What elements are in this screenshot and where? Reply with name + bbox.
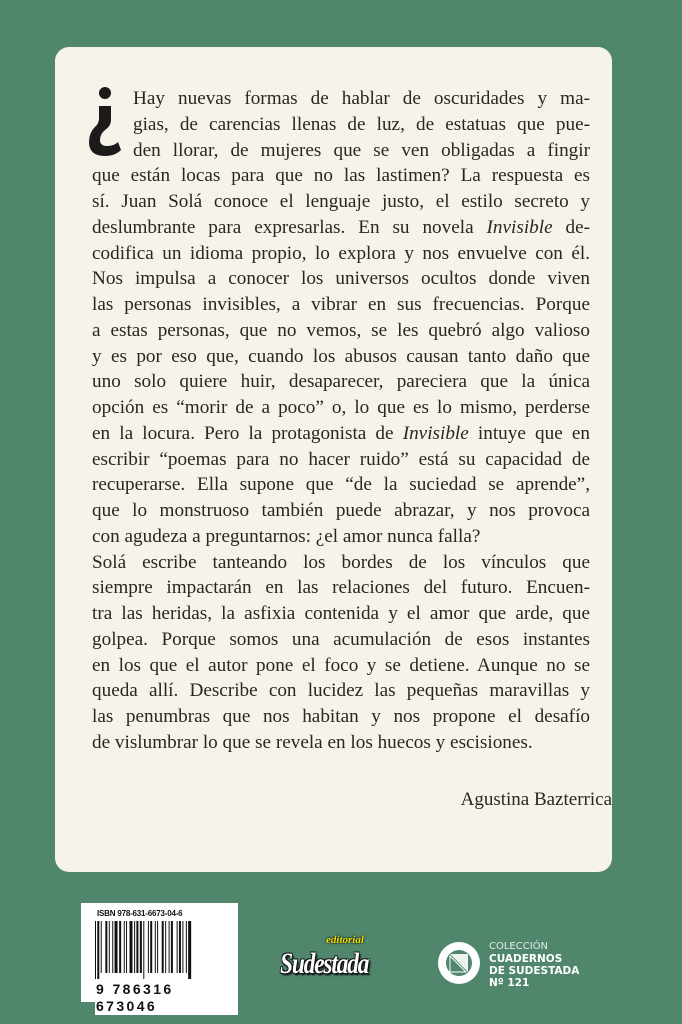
text-segment: y es por eso que, cuando los abusos causan tanto daño que — [92, 345, 590, 367]
book-title-italic: Invisible — [486, 216, 553, 238]
barcode-bar — [143, 921, 144, 979]
text-line — [92, 627, 590, 652]
text-line — [92, 704, 590, 729]
barcode-bar — [162, 921, 164, 973]
barcode-bar — [124, 921, 125, 973]
barcode-bar — [126, 921, 127, 973]
isbn-label: ISBN 978-631-6673-04-6 — [97, 909, 183, 918]
text-line — [92, 472, 590, 497]
publisher-logo — [280, 934, 392, 984]
text-line — [133, 86, 590, 111]
inverted-question-drop-cap — [88, 86, 122, 156]
barcode-bar — [112, 921, 113, 973]
text-line — [92, 447, 590, 472]
barcode-digits: 9 786316 673046 — [95, 981, 238, 1015]
text-line — [133, 112, 590, 137]
text-segment: siempre impactarán en las relaciones del futuro. Encuen- — [92, 577, 590, 599]
text-line — [92, 163, 590, 188]
text-line — [92, 344, 590, 369]
text-line — [92, 292, 590, 317]
barcode-bar — [97, 921, 99, 979]
barcode-bar — [165, 921, 166, 973]
text-segment: escribir “poemas para no hacer ruido” está su capacidad de — [92, 448, 590, 470]
barcode-bar — [155, 921, 156, 973]
barcode-bars — [95, 921, 225, 979]
text-line — [92, 730, 590, 755]
text-line — [92, 318, 590, 343]
text-segment: golpea. Porque somos una acumulación de esos instantes — [92, 628, 590, 650]
text-line — [92, 678, 590, 703]
text-line — [92, 524, 590, 549]
text-segment: gias, de carencias llenas de luz, de estatuas que pue- — [133, 113, 590, 135]
barcode-bar — [157, 921, 158, 973]
barcode-bar — [95, 921, 96, 979]
text-segment: tra las heridas, la asfixia contenida y el amor que arde, que — [92, 603, 590, 624]
barcode-bar — [179, 921, 181, 973]
text-segment: que lo monstruoso también puede abrazar, y nos provoca — [92, 500, 590, 521]
text-segment: las penumbras que nos habitan y nos propone el desafío — [92, 706, 590, 727]
barcode-bar — [105, 921, 107, 973]
collection-title: COLECCIÓN — [489, 941, 549, 952]
barcode-bar — [136, 921, 138, 973]
text-line — [92, 575, 590, 600]
text-line — [92, 421, 590, 446]
text-segment: a estas personas, que no vemos, se les quebró algo valioso — [92, 319, 590, 341]
collection-number: Nº 121 — [489, 977, 530, 989]
text-line — [92, 601, 590, 626]
barcode-bar — [186, 921, 187, 973]
publisher-editorial: editorial — [326, 934, 364, 946]
text-line — [92, 369, 590, 394]
text-segment: que están locas para que no las lastimen? La respuesta es — [92, 165, 590, 187]
collection-label — [489, 941, 579, 989]
barcode-bar — [119, 921, 121, 973]
barcode-bar — [115, 921, 118, 973]
text-segment: queda allí. Describe con lucidez las pequeñas maravillas y — [92, 680, 590, 702]
barcode-bar — [188, 921, 191, 979]
publisher-name: Sudestada — [280, 947, 369, 980]
collection-logo-icon — [436, 940, 482, 986]
text-line — [92, 395, 590, 420]
text-segment: Nos impulsa a conocer los universos ocultos donde viven — [92, 268, 590, 290]
barcode-bar — [140, 921, 142, 973]
text-segment: de- — [552, 216, 591, 238]
text-segment: recuperarse. Ella supone que “de la suciedad se aprende”, — [92, 474, 590, 496]
text-line — [92, 266, 590, 291]
book-title-italic: Invisible — [402, 422, 469, 444]
barcode-bar — [177, 921, 178, 973]
text-segment: den llorar, de mujeres que se ven obligadas a fingir — [133, 139, 590, 161]
text-segment: uno solo quiere huir, desaparecer, pareciera que la única — [92, 371, 590, 393]
text-segment: con agudeza a preguntarnos: ¿el amor nunca falla? — [92, 525, 481, 547]
text-line — [92, 241, 590, 266]
text-segment: de vislumbrar lo que se revela en los huecos y escisiones. — [92, 731, 533, 753]
text-segment: codifica un idioma propio, lo explora y nos envuelve con él. — [92, 242, 590, 264]
barcode-bar — [130, 921, 133, 973]
text-segment: en los que el autor pone el foco y se detiene. Aunque no se — [92, 654, 590, 676]
barcode-bar — [101, 921, 102, 973]
text-line — [92, 189, 590, 214]
collection-name-1: CUADERNOS — [489, 953, 563, 965]
text-segment: intuye que en — [468, 422, 590, 444]
signature-author: Agustina Bazterrica — [460, 789, 612, 810]
text-segment: Hay nuevas formas de hablar de oscuridades y ma- — [133, 88, 590, 109]
text-line — [92, 215, 590, 240]
barcode-bar — [171, 921, 173, 973]
barcode-bar — [134, 921, 135, 973]
isbn-barcode — [81, 903, 238, 1014]
barcode-bar — [148, 921, 149, 973]
text-segment: sí. Juan Solá conoce el lenguaje justo, el estilo secreto y — [92, 191, 590, 212]
text-segment: las personas invisibles, a vibrar en sus frecuencias. Porque — [92, 294, 590, 315]
text-segment: en la locura. Pero la protagonista de — [92, 422, 403, 444]
barcode-bar — [109, 921, 110, 973]
text-segment: deslumbrante para expresarlas. En su novela — [92, 216, 487, 238]
text-line — [92, 653, 590, 678]
barcode-bar — [182, 921, 183, 973]
barcode-bar — [169, 921, 170, 973]
text-segment: Solá escribe tanteando los bordes de los vínculos que — [92, 551, 590, 573]
text-line — [133, 138, 590, 163]
collection-name-2: DE SUDESTADA — [489, 965, 580, 977]
text-line — [92, 550, 590, 575]
text-line — [92, 498, 590, 523]
text-segment: opción es “morir de a poco” o, lo que es lo mismo, perderse — [92, 397, 590, 418]
barcode-bar — [150, 921, 152, 973]
